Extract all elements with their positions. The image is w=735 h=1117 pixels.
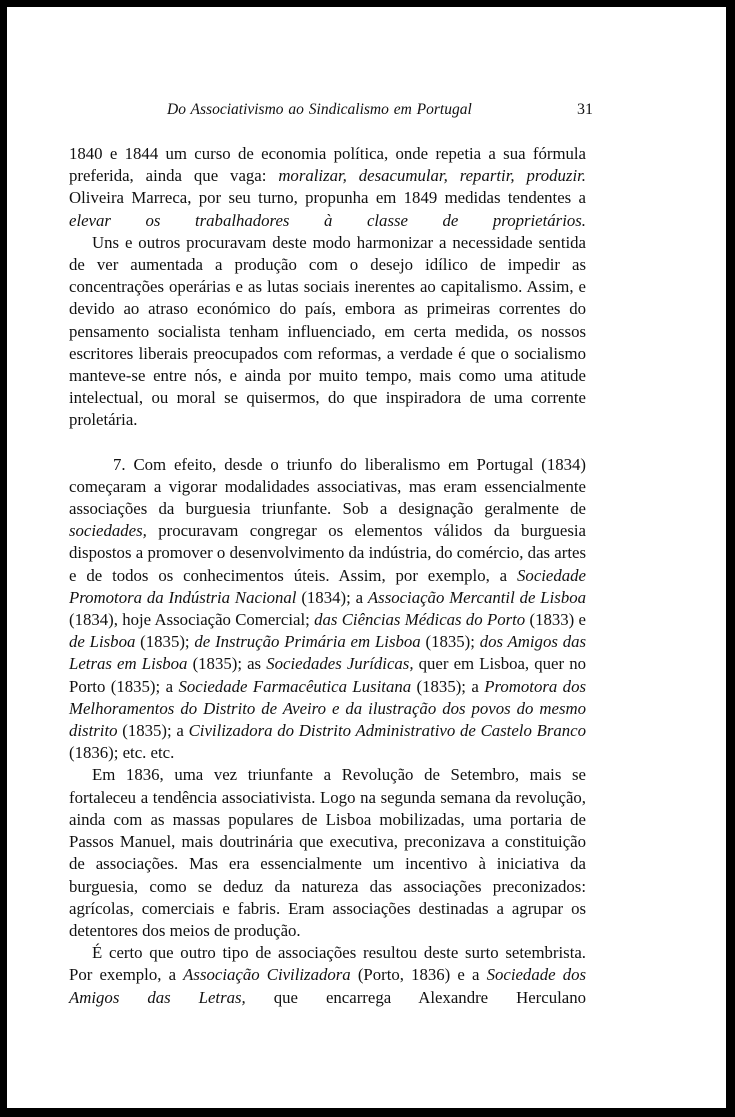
book-page bbox=[7, 7, 726, 1108]
paragraph-5: É certo que outro tipo de associações resultou deste surto setembrista. Por exemplo, a Associação Civilizadora (Porto, 1836) e a Sociedade dos Amigos das Letras, que encarrega Alexandre Herculano bbox=[69, 943, 587, 1007]
paragraph-4: Em 1836, uma vez triunfante a Revolução de Setembro, mais se fortaleceu a tendência associativista. Logo na segunda semana da revolução, ainda com as massas populares de Lisboa mobilizadas, uma portaria de Passos Manuel, mais doutrinária que executiva, preconizava a constituição de associações. Mas era essencialmente um incentivo à iniciativa da burguesia, como se deduz da natureza das associações preconizados: agrícolas, comerciais e fabris. Eram associações destinadas a agrupar os detentores dos meios de produção. bbox=[69, 765, 586, 940]
running-header: Do Associativismo ao Sindicalismo em Portugal bbox=[167, 101, 472, 118]
page-number: 31 bbox=[577, 101, 593, 118]
body-text bbox=[69, 143, 586, 1009]
paragraph-2: Uns e outros procuravam deste modo harmonizar a necessidade sentida de ver aumentada a produção com o desejo idílico de impedir as concentrações operárias e as lutas sociais inerentes ao capitalismo. Assim, e devido ao atraso económico do país, embora as primeiras correntes do pensamento socialista tenham influenciado, em certa medida, os nossos escritores liberais preocupados com reformas, a verdade é que o socialismo manteve-se entre nós, e ainda por muito tempo, mais como uma atitude intelectual, ou moral se quisermos, do que inspiradora de uma corrente proletária. bbox=[69, 232, 586, 430]
paragraph-1: 1840 e 1844 um curso de economia política, onde repetia a sua fórmula preferida, ainda que vaga: moralizar, desacumular, repartir, produzir. Oliveira Marreca, por seu turno, propunha em 1849 medidas tendentes a elevar os trabalhadores à classe de proprietários. bbox=[69, 144, 586, 230]
paragraph-section-7: 7. Com efeito, desde o triunfo do liberalismo em Portugal (1834) começaram a vigorar modalidades associativas, mas eram essencialmente associações da burguesia triunfante. Sob a designação geralmente de sociedades, procuravam congregar os elementos válidos da burguesia dispostos a promover o desenvolvimento da indústria, do comércio, das artes e de todos os conhecimentos úteis. Assim, por exemplo, a Sociedade Promotora da Indústria Nacional (1834); a Associação Mercantil de Lisboa (1834), hoje Associação Comercial; das Ciências Médicas do Porto (1833) e de Lisboa (1835); de Instrução Primária em Lisboa (1835); dos Amigos das Letras em Lisboa (1835); as Sociedades Jurídicas, quer em Lisboa, quer no Porto (1835); a Sociedade Farmacêutica Lusitana (1835); a Promotora dos Melhoramentos do Distrito de Aveiro e da ilustração dos povos do mesmo distrito (1835); a Civilizadora do Distrito Administrativo de Castelo Branco (1836); etc. etc. bbox=[69, 454, 587, 763]
